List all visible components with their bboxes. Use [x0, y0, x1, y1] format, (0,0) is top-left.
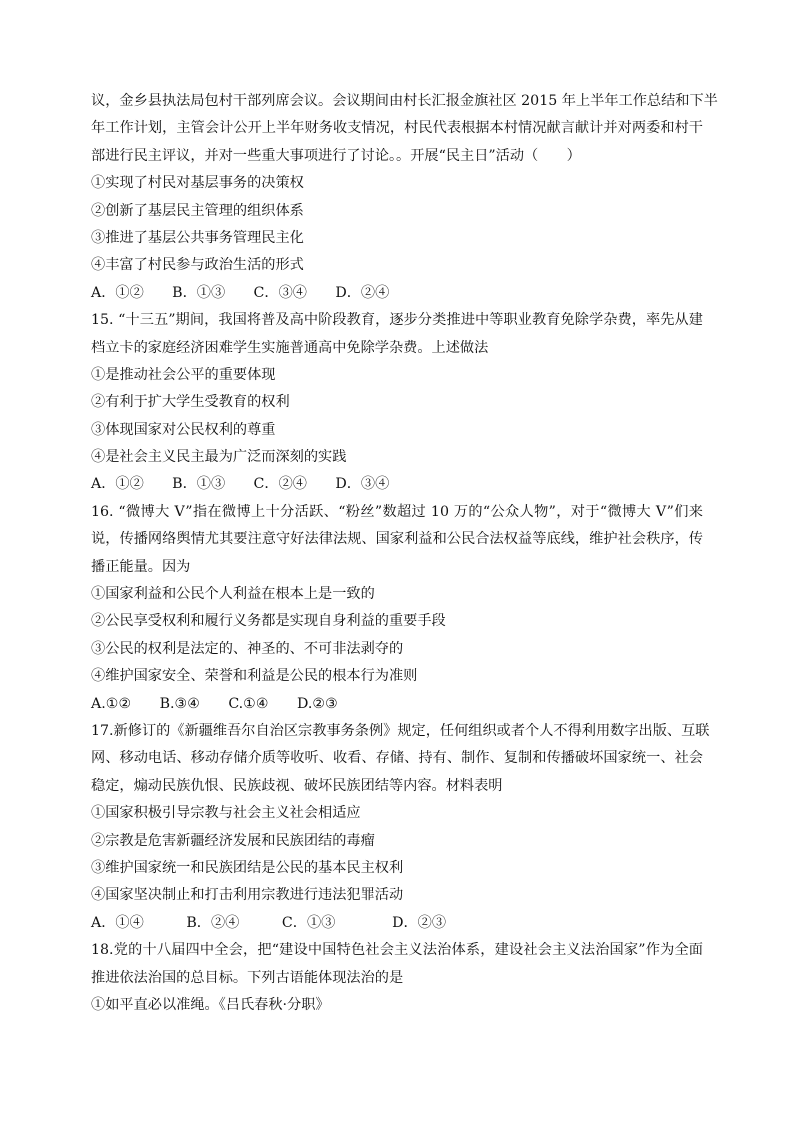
question-16-stem — [91, 499, 703, 581]
question-15-stem — [91, 307, 703, 362]
option-item: ④是社会主义民主最为广泛而深刻的实践 — [91, 449, 347, 466]
question-17-options — [91, 800, 703, 937]
option-item: ③维护国家统一和民族团结是公民的基本民主权利 — [91, 859, 404, 876]
stem-line: 16. “微博大 V”指在微博上十分活跃、“粉丝”数超过 10 万的“公众人物”，对于“微博大 V”们来 — [91, 503, 703, 520]
option-item: ③公民的权利是法定的、神圣的、不可非法剥夺的 — [91, 640, 404, 657]
option-item: ①如平直必以准绳。《吕氏春秋·分职》 — [91, 996, 330, 1013]
option-item: ④丰富了村民参与政治生活的形式 — [91, 257, 304, 274]
stem-line: 档立卡的家庭经济困难学生实施普通高中免除学杂费。上述做法 — [91, 339, 489, 356]
stem-line: 18.党的十八届四中全会，把“建设中国特色社会主义法治体系，建设社会主义法治国家”作为全面 — [91, 942, 703, 959]
option-item: ①国家利益和公民个人利益在根本上是一致的 — [91, 586, 375, 603]
stem-line: 17.新修订的《新疆维吾尔自治区宗教事务条例》规定，任何组织或者个人不得利用数字出版、互联 — [91, 722, 710, 739]
question-14-options — [91, 170, 703, 307]
answer-choices: A．①② B．①③ C．③④ D．②④ — [91, 284, 390, 301]
option-item: ①国家积极引导宗教与社会主义社会相适应 — [91, 805, 361, 822]
option-item: ②有利于扩大学生受教育的权利 — [91, 394, 290, 411]
question-15-options — [91, 362, 703, 499]
stem-line: 播正能量。因为 — [91, 558, 191, 575]
option-item: ④国家坚决制止和打击利用宗教进行违法犯罪活动 — [91, 887, 404, 904]
answer-choices: A.①② B.③④ C.①④ D.②③ — [91, 695, 338, 712]
stem-line: 议，金乡县执法局包村干部列席会议。会议期间由村长汇报金旗社区 2015 年上半年工作总结和下半 — [91, 93, 718, 109]
question-14-stem — [91, 88, 718, 170]
stem-line: 网、移动电话、移动存储介质等收听、收看、存储、持有、制作、复制和传播破坏国家统一、社会 — [91, 750, 703, 767]
stem-line: 推进依法治国的总目标。下列古语能体现法治的是 — [91, 969, 404, 986]
option-item: ②创新了基层民主管理的组织体系 — [91, 202, 304, 219]
option-item: ①实现了村民对基层事务的决策权 — [91, 175, 304, 192]
stem-line: 部进行民主评议，并对一些重大事项进行了讨论。。开展“民主日”活动（ ） — [91, 147, 581, 164]
question-18-options — [91, 992, 703, 1019]
question-16-options — [91, 581, 703, 718]
exam-page — [91, 88, 718, 1019]
question-18-stem — [91, 937, 703, 992]
option-item: ③体现国家对公民权利的尊重 — [91, 421, 276, 438]
option-item: ②公民享受权利和履行义务都是实现自身利益的重要手段 — [91, 613, 446, 630]
option-item: ④维护国家安全、荣誉和利益是公民的根本行为准则 — [91, 668, 418, 685]
answer-choices: A．①② B．①③ C．②④ D．③④ — [91, 476, 390, 493]
stem-line: 15. “十三五”期间，我国将普及高中阶段教育，逐步分类推进中等职业教育免除学杂费，率先从建 — [91, 312, 703, 329]
option-item: ②宗教是危害新疆经济发展和民族团结的毒瘤 — [91, 832, 375, 849]
stem-line: 年工作计划，主管会计公开上半年财务收支情况，村民代表根据本村情况献言献计并对两委和村干 — [91, 120, 703, 137]
option-item: ①是推动社会公平的重要体现 — [91, 366, 276, 383]
stem-line: 说，传播网络舆情尤其要注意守好法律法规、国家利益和公民合法权益等底线，维护社会秩序，传 — [91, 531, 703, 548]
question-17-stem — [91, 718, 710, 800]
answer-choices: A．①④ B．②④ C．①③ D．②③ — [91, 914, 447, 931]
stem-line: 稳定，煽动民族仇恨、民族歧视、破坏民族团结等内容。材料表明 — [91, 777, 503, 794]
option-item: ③推进了基层公共事务管理民主化 — [91, 229, 304, 246]
